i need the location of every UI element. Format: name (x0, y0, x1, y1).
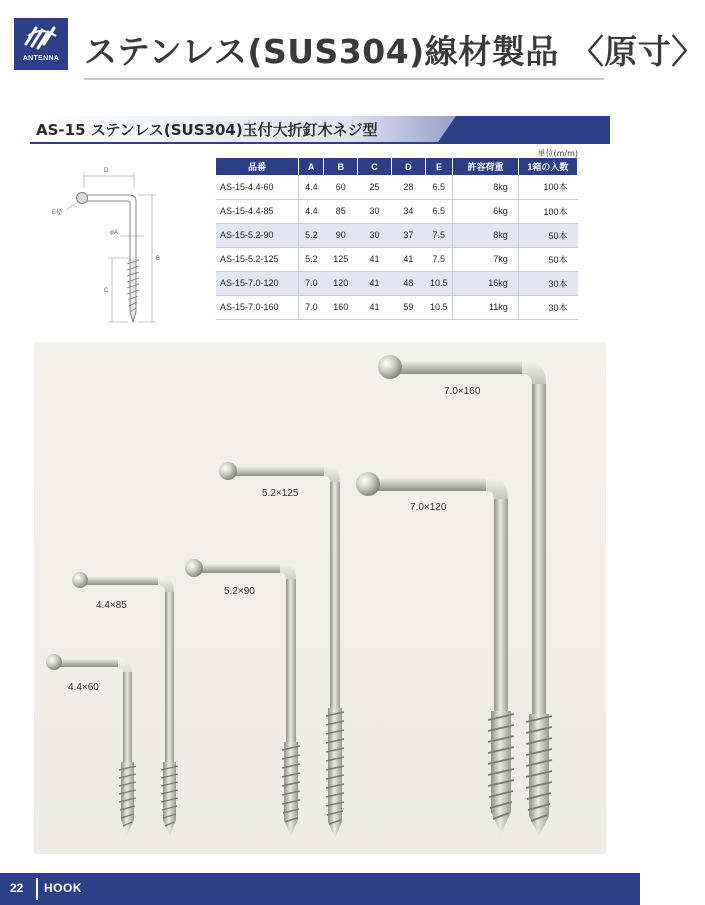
hooks-illustration (34, 342, 606, 854)
col-header-load: 許容荷重 (453, 158, 519, 175)
page-number: 22 (10, 881, 24, 895)
product-photo (34, 342, 606, 854)
hook-label-4.4x60: 4.4×60 (68, 682, 99, 693)
table-header-row (216, 158, 578, 175)
diagram-label-d: D (104, 168, 109, 174)
ball-head-icon (77, 193, 88, 204)
section-title: AS-15 ステンレス(SUS304)玉付大折釘木ネジ型 (36, 121, 378, 139)
page-header (0, 0, 705, 92)
diagram-label-e: E径 (52, 210, 63, 216)
dimension-diagram (48, 160, 180, 328)
section-header (30, 116, 610, 142)
table-row: AS-15-7.0-160 7.0 160 41 59 10.5 11kg 30本 (216, 295, 578, 319)
hook-label-7.0x160: 7.0×160 (444, 386, 481, 397)
diagram-label-b: B (156, 256, 161, 262)
diagram-label-a: φA (110, 230, 118, 236)
hook-5.2x125 (219, 462, 344, 838)
table-row: AS-15-5.2-125 5.2 125 41 41 7.5 7kg 50本 (216, 247, 578, 271)
col-header-c: C (358, 158, 392, 175)
header-divider (84, 78, 604, 80)
hook-7.0x160 (378, 355, 552, 836)
hook-label-5.2x125: 5.2×125 (262, 488, 299, 499)
diagram-label-c: C (104, 288, 109, 294)
page-title: ステンレス(SUS304)線材製品 〈原寸〉 (84, 32, 705, 71)
col-header-d: D (391, 158, 425, 175)
col-header-e: E (425, 158, 452, 175)
hook-7.0x120 (356, 472, 514, 834)
hook-label-7.0x120: 7.0×120 (410, 502, 447, 513)
col-header-a: A (298, 158, 323, 175)
logo-mark-icon (22, 22, 60, 52)
table-row: AS-15-4.4-85 4.4 85 30 34 6.5 6kg 100本 (216, 199, 578, 223)
unit-note: 単位(m/m) (537, 149, 578, 158)
hook-5.2x90 (185, 559, 300, 836)
logo-text: ANTENNA (22, 55, 60, 62)
hook-label-5.2x90: 5.2×90 (224, 586, 255, 597)
footer-category: HOOK (44, 881, 82, 895)
col-header-b: B (324, 158, 358, 175)
col-header-part-number: 品番 (216, 158, 298, 175)
table-row: AS-15-7.0-120 7.0 120 41 48 10.5 16kg 30本 (216, 271, 578, 295)
antenna-logo (14, 18, 68, 70)
page-footer (0, 873, 640, 905)
section-divider (30, 142, 610, 144)
hook-label-4.4x85: 4.4×85 (96, 600, 127, 611)
hook-4.4x60 (46, 654, 136, 834)
table-row: AS-15-5.2-90 5.2 90 30 37 7.5 8kg 50本 (216, 223, 578, 247)
table-row: AS-15-4.4-60 4.4 60 25 28 6.5 8kg 100本 (216, 175, 578, 199)
spec-table (216, 158, 578, 320)
footer-divider (36, 878, 38, 900)
col-header-box-qty: 1箱の入数 (518, 158, 577, 175)
